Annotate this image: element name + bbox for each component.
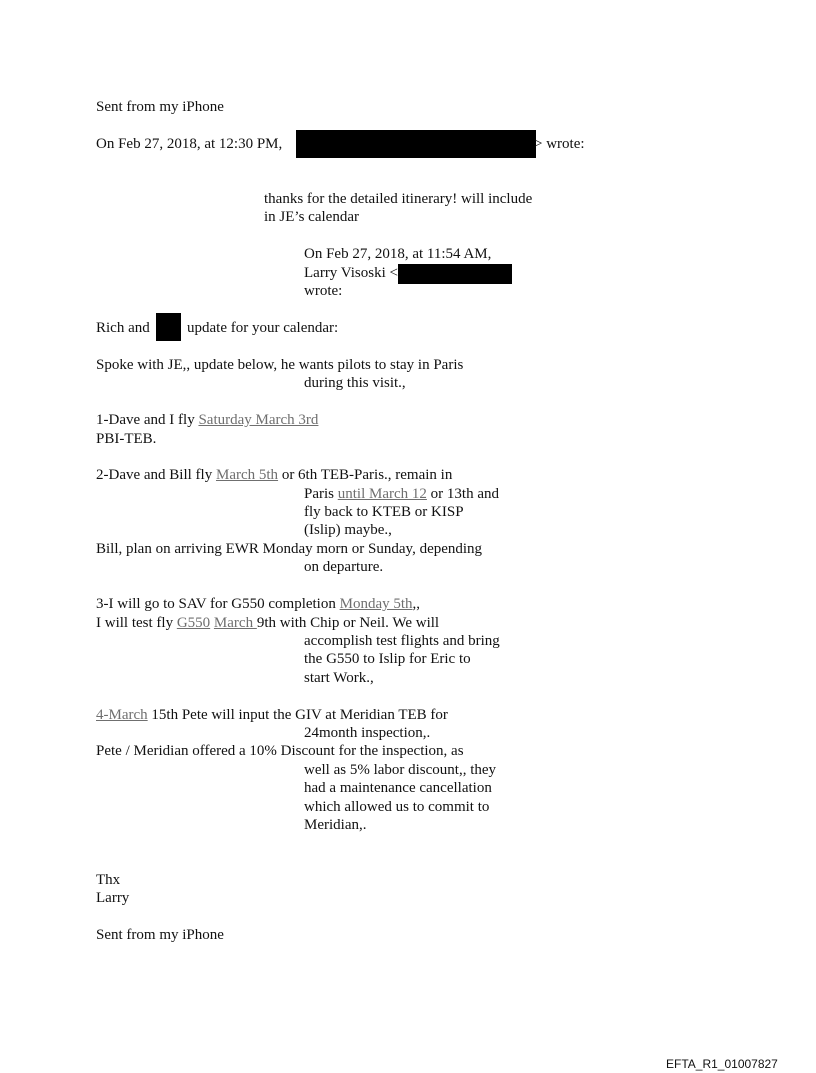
body-line: on departure. [304, 559, 384, 575]
body-line: had a maintenance cancellation [304, 780, 492, 796]
signature-name: Larry [96, 890, 130, 906]
body-line: which allowed us to commit to [304, 799, 490, 815]
date-link[interactable]: March [213, 615, 257, 631]
itinerary-item-3 [96, 595, 420, 613]
item-text: 3-I will go to SAV for G550 completion [96, 596, 340, 612]
redaction-block [156, 313, 181, 341]
document-id: EFTA_R1_01007827 [666, 1057, 778, 1071]
item-text: I will test fly [96, 615, 177, 631]
body-line: Meridian,. [304, 817, 367, 833]
quoted-header-line: On Feb 27, 2018, at 11:54 AM, [304, 246, 492, 262]
greeting-text: update for your calendar: [187, 320, 339, 336]
item-text: 15th Pete will input the GIV at Meridian TEB for [147, 707, 448, 723]
redaction-block [296, 130, 536, 158]
body-line: Spoke with JE,, update below, he wants pilots to stay in Paris [96, 357, 464, 373]
body-line: during this visit., [304, 375, 406, 391]
date-link[interactable]: March 5th [215, 467, 279, 483]
body-line: 24month inspection,. [304, 725, 431, 741]
body-line: (Islip) maybe., [304, 522, 392, 538]
itinerary-item-1 [96, 411, 318, 429]
item-text: 2-Dave and Bill fly [96, 467, 216, 483]
body-line: the G550 to Islip for Eric to [304, 651, 471, 667]
itinerary-item-2 [96, 466, 452, 484]
body-line: start Work., [304, 670, 374, 686]
body-line: accomplish test flights and bring [304, 633, 500, 649]
reply-line: thanks for the detailed itinerary! will include [264, 191, 533, 207]
aircraft-link[interactable]: G550 [176, 615, 211, 631]
body-line: well as 5% labor discount,, they [304, 762, 497, 778]
body-line: fly back to KTEB or KISP [304, 504, 464, 520]
redaction-block [398, 264, 512, 284]
date-link[interactable]: until March 12 [337, 486, 427, 502]
date-link[interactable]: 4-March [96, 707, 148, 723]
sent-from-line: Sent from my iPhone [96, 927, 224, 943]
item-text: 1-Dave and I fly [96, 412, 199, 428]
itinerary-item-4 [96, 706, 448, 724]
sent-from-line: Sent from my iPhone [96, 99, 224, 115]
quoted-header-line: wrote: [304, 283, 343, 299]
reply-line: in JE’s calendar [264, 209, 359, 225]
date-link[interactable]: Monday 5th [339, 596, 413, 612]
on-date-line: On Feb 27, 2018, at 12:30 PM, [96, 136, 283, 152]
wrote-suffix: > wrote: [534, 136, 585, 152]
body-line: Pete / Meridian offered a 10% Discount for the inspection, as [96, 743, 464, 759]
body-line: Bill, plan on arriving EWR Monday morn or Sunday, depending [96, 541, 483, 557]
body-line: PBI-TEB. [96, 431, 157, 447]
item-text: Paris [304, 486, 338, 502]
closing-thanks: Thx [96, 872, 121, 888]
body-line [304, 485, 499, 503]
item-text: 9th with Chip or Neil. We will [256, 615, 440, 631]
quoted-header-line: Larry Visoski < [304, 265, 398, 281]
item-text: or 13th and [426, 486, 499, 502]
date-link[interactable]: Saturday March 3rd [198, 412, 319, 428]
body-line [96, 614, 439, 632]
item-text: or 6th TEB-Paris., remain in [278, 467, 453, 483]
greeting-text: Rich and [96, 320, 150, 336]
item-text: ,, [412, 596, 421, 612]
